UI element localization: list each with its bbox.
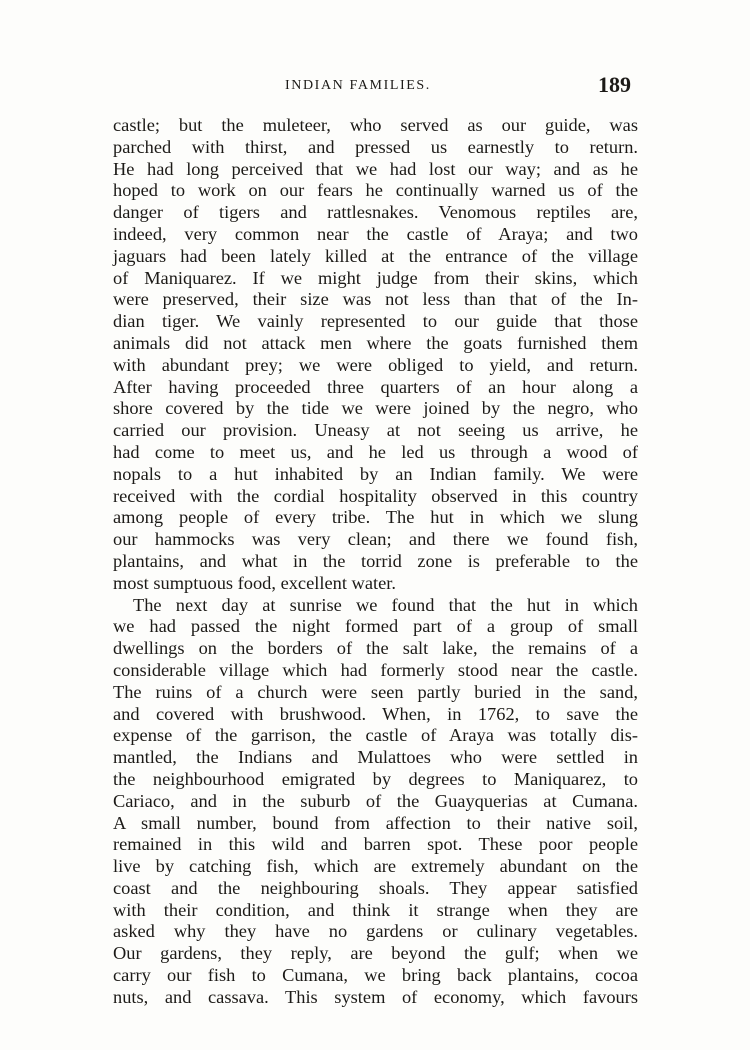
paragraph-start: The next day at sunrise we found that the hut in which: [133, 594, 638, 615]
text-line: carry our fish to Cumana, we bring back plantains, cocoa: [113, 965, 638, 986]
text-line: mantled, the Indians and Mulattoes who were settled in: [113, 747, 638, 768]
text-line: coast and the neighbouring shoals. They appear satisfied: [113, 877, 638, 898]
text-line: carried our provision. Uneasy at not seeing us arrive, he: [113, 420, 638, 441]
text-line: danger of tigers and rattlesnakes. Venomous reptiles are,: [113, 202, 638, 223]
text-line: asked why they have no gardens or culinary vegetables.: [113, 921, 638, 942]
text-line: plantains, and what in the torrid zone is preferable to the: [113, 550, 638, 571]
body-text: [113, 115, 638, 1009]
text-line: remained in this wild and barren spot. These poor people: [113, 834, 638, 855]
text-line: among people of every tribe. The hut in which we slung: [113, 507, 638, 528]
text-line: parched with thirst, and pressed us earnestly to return.: [113, 136, 638, 157]
text-line: with their condition, and think it strange when they are: [113, 899, 638, 920]
text-line: our hammocks was very clean; and there we found fish,: [113, 529, 638, 550]
text-line: jaguars had been lately killed at the entrance of the village: [113, 245, 638, 266]
text-line: indeed, very common near the castle of Araya; and two: [113, 223, 638, 244]
page-number: 189: [598, 72, 631, 97]
text-line: had come to meet us, and he led us through a wood of: [113, 441, 638, 462]
text-line: dwellings on the borders of the salt lake, the remains of a: [113, 638, 638, 659]
text-line: most sumptuous food, excellent water.: [113, 572, 396, 593]
text-line: expense of the garrison, the castle of Araya was totally dis-: [113, 725, 638, 746]
text-line: The ruins of a church were seen partly buried in the sand,: [113, 681, 638, 702]
text-line: He had long perceived that we had lost our way; and as he: [113, 158, 638, 179]
text-line: were preserved, their size was not less than that of the In-: [113, 289, 638, 310]
text-line: the neighbourhood emigrated by degrees to Maniquarez, to: [113, 768, 638, 789]
text-line: hoped to work on our fears he continually warned us of the: [113, 180, 638, 201]
text-line: we had passed the night formed part of a group of small: [113, 616, 638, 637]
text-line: received with the cordial hospitality observed in this country: [113, 485, 638, 506]
running-head: INDIAN FAMILIES.: [285, 78, 431, 93]
text-line: of Maniquarez. If we might judge from their skins, which: [113, 267, 638, 288]
text-line: nopals to a hut inhabited by an Indian family. We were: [113, 463, 638, 484]
text-line: A small number, bound from affection to their native soil,: [113, 812, 638, 833]
text-line: castle; but the muleteer, who served as our guide, was: [113, 115, 638, 135]
text-line: shore covered by the tide we were joined by the negro, who: [113, 398, 638, 419]
text-line: and covered with brushwood. When, in 1762, to save the: [113, 703, 638, 724]
text-line: with abundant prey; we were obliged to yield, and return.: [113, 354, 638, 375]
text-line: animals did not attack men where the goats furnished them: [113, 332, 638, 353]
text-line: dian tiger. We vainly represented to our guide that those: [113, 311, 638, 332]
text-line: nuts, and cassava. This system of economy, which favours: [113, 986, 638, 1007]
text-line: considerable village which had formerly stood near the castle.: [113, 659, 638, 680]
text-line: Our gardens, they reply, are beyond the gulf; when we: [113, 943, 638, 964]
text-line: After having proceeded three quarters of an hour along a: [113, 376, 638, 397]
text-line: live by catching fish, which are extremely abundant on the: [113, 856, 638, 877]
text-line: Cariaco, and in the suburb of the Guayquerias at Cumana.: [113, 790, 638, 811]
